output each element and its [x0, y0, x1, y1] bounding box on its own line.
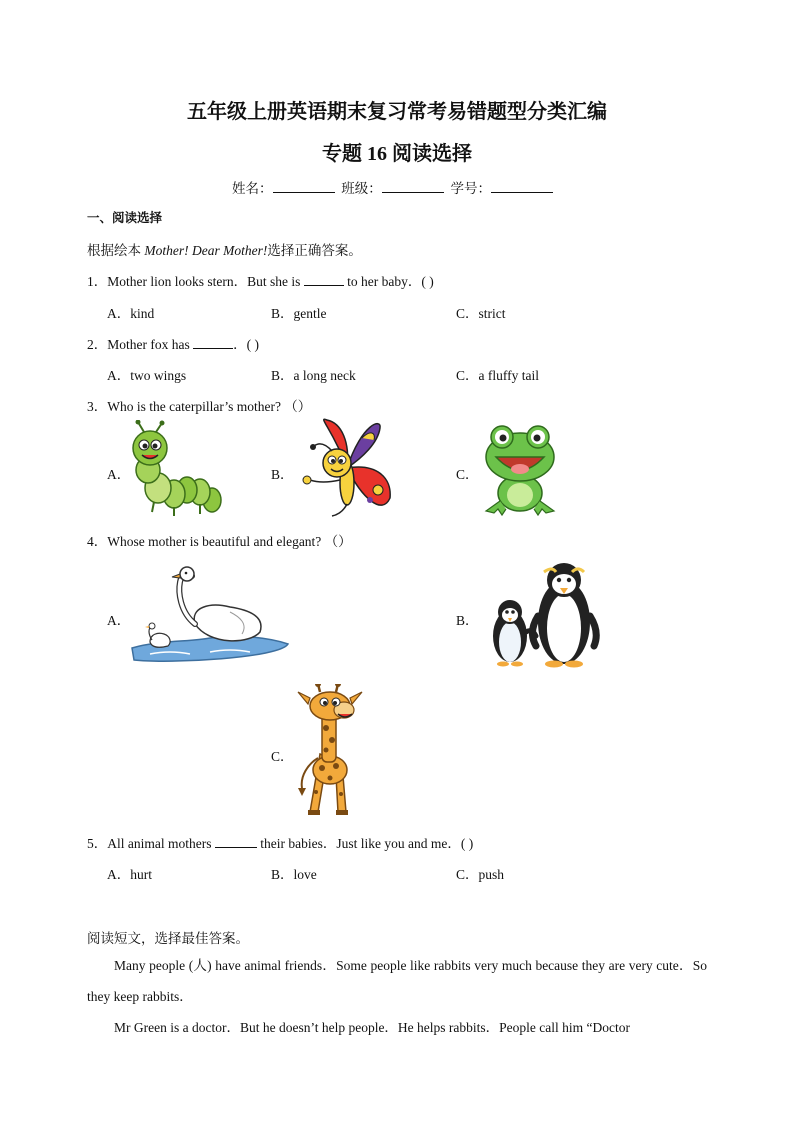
- question-1: 1．Mother lion looks stern．But she is to her baby．( ): [87, 274, 434, 289]
- question-2: 2．Mother fox has ．( ): [87, 337, 259, 352]
- question-3: 3．Who is the caterpillar’s mother? （）: [87, 399, 312, 414]
- q4-option-c-label[interactable]: C．: [271, 749, 294, 764]
- reading-instruction: 阅读短文，选择最佳答案。: [87, 931, 249, 946]
- butterfly-icon[interactable]: [292, 418, 402, 520]
- passage-paragraph-1: Many people (人) have animal friends．Some people like rabbits very much because they are very cute．So they keep rabbits．: [87, 958, 707, 1004]
- q3-option-a-label[interactable]: A．: [107, 467, 131, 482]
- q5-option-c[interactable]: C．push: [456, 867, 505, 882]
- q2-option-c[interactable]: C．a fluffy tail: [456, 368, 539, 383]
- instruction: 根据绘本 Mother! Dear Mother!选择正确答案。: [87, 243, 362, 258]
- question-5: 5．All animal mothers their babies．Just like you and me．( ): [87, 836, 474, 851]
- swan-icon[interactable]: [130, 562, 290, 664]
- student-info: [232, 177, 553, 197]
- book-title: Mother! Dear Mother!: [144, 243, 268, 258]
- penguin-icon[interactable]: [482, 560, 604, 668]
- q1-option-c[interactable]: C．strict: [456, 306, 506, 321]
- answer-blank[interactable]: [193, 336, 233, 349]
- caterpillar-icon[interactable]: [124, 420, 224, 522]
- q5-option-a[interactable]: A．hurt: [107, 867, 152, 882]
- question-4: 4．Whose mother is beautiful and elegant? （）: [87, 534, 352, 549]
- q5-option-b[interactable]: B．love: [271, 867, 317, 882]
- answer-blank[interactable]: [215, 835, 257, 848]
- q2-option-a[interactable]: A．two wings: [107, 368, 187, 383]
- q4-option-b-label[interactable]: B．: [456, 613, 479, 628]
- frog-icon[interactable]: [480, 423, 560, 518]
- q3-option-c-label[interactable]: C．: [456, 467, 479, 482]
- document-subtitle: 专题 16 阅读选择: [322, 143, 472, 165]
- answer-blank[interactable]: [304, 273, 344, 286]
- q1-option-a[interactable]: A．kind: [107, 306, 155, 321]
- giraffe-icon[interactable]: [290, 684, 370, 819]
- class-label: 班级：: [341, 181, 382, 196]
- id-blank[interactable]: [491, 180, 553, 193]
- q2-option-b[interactable]: B．a long neck: [271, 368, 356, 383]
- passage-paragraph-2: Mr Green is a doctor．But he doesn’t help people．He helps rabbits．People call him “Doctor: [114, 1020, 630, 1035]
- section-heading: 一、阅读选择: [87, 210, 163, 225]
- q1-option-b[interactable]: B．gentle: [271, 306, 327, 321]
- id-label: 学号：: [450, 181, 491, 196]
- class-blank[interactable]: [382, 180, 444, 193]
- document-title: 五年级上册英语期末复习常考易错题型分类汇编: [187, 101, 607, 123]
- name-blank[interactable]: [273, 180, 335, 193]
- q3-option-b-label[interactable]: B．: [271, 467, 294, 482]
- q4-option-a-label[interactable]: A．: [107, 613, 131, 628]
- name-label: 姓名：: [232, 181, 273, 196]
